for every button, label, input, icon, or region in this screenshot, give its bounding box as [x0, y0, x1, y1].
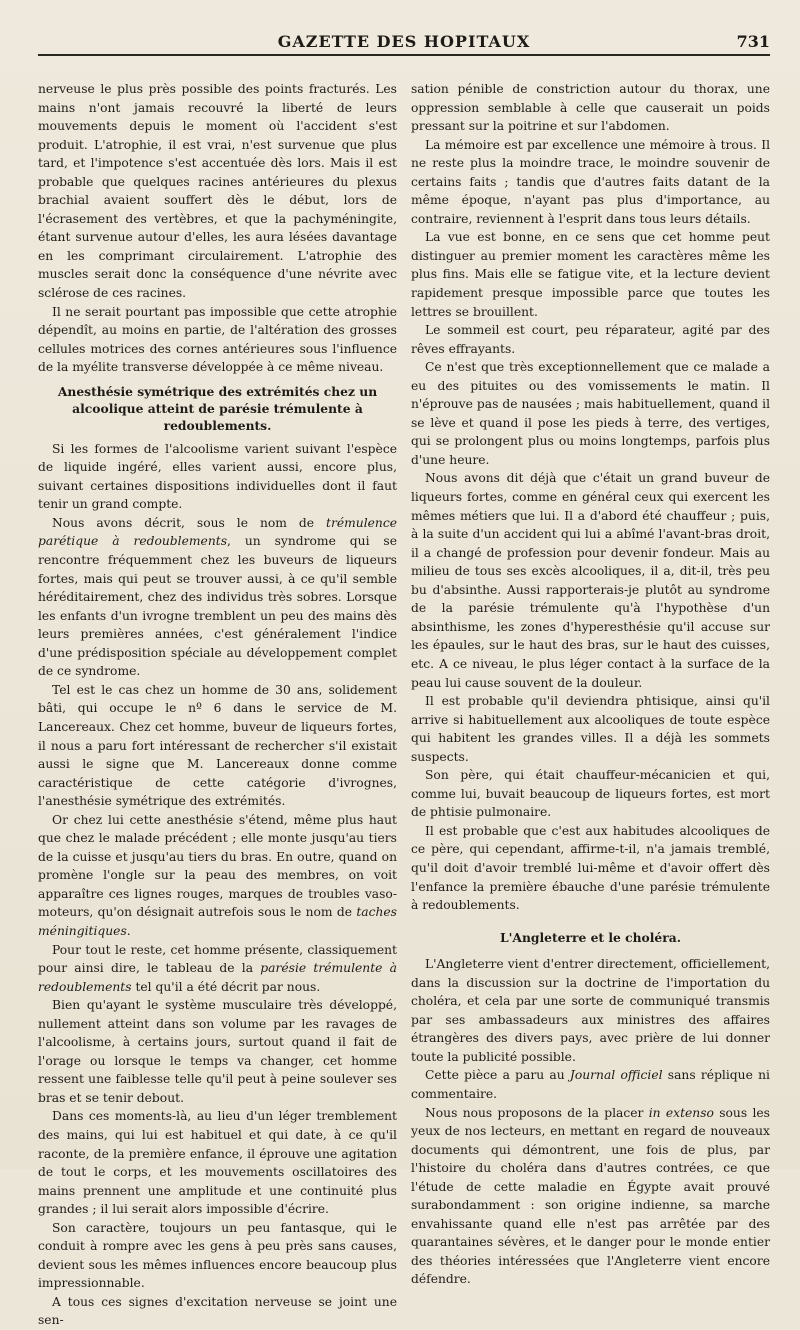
paragraph: La mémoire est par excellence une mémoire à trous. Il ne reste plus la moindre trace, le moindre souvenir de certains faits ; tandis que d'autres faits datant de la même époque, n'ayant pas plus d'importance, au contraire, reviennent à l'esprit dans tous leurs détails. — [411, 137, 770, 226]
paragraph: Il est probable qu'il deviendra phtisique, ainsi qu'il arrive si habituellement aux alcooliques de toute espèce qui habitent les grandes villes. Il a déjà les sommets suspects. — [411, 694, 770, 764]
paragraph: Ce n'est que très exceptionnellement que ce malade a eu des pituites ou des vomissements le matin. Il n'éprouve pas de nausées ; mais habituellement, quand il se lève et quand il pose les pieds à terre, des vertiges, qui se prolongent plus ou moins longtemps, parfois plus d'une heure. — [411, 360, 770, 467]
text-columns — [38, 80, 770, 1330]
paragraph: Le sommeil est court, peu réparateur, agité par des rêves effrayants. — [411, 323, 770, 356]
text-run: Nous nous proposons de la placer — [425, 1105, 649, 1120]
text-run: tel qu'il a été décrit par nous. — [131, 979, 321, 994]
text-run: sans réplique ni commentaire. — [411, 1068, 770, 1101]
journal-title: GAZETTE DES HOPITAUX — [277, 32, 531, 51]
italic-term: taches méningitiques — [38, 905, 397, 938]
left-column — [38, 80, 397, 1330]
text-run: Cette pièce a paru au — [425, 1068, 570, 1083]
text-run: , un syndrome qui se rencontre fréquemment chez les buveurs de liqueurs fortes, mais qui peut se trouver aussi, à ce qu'il semble héréditairement, chez des individus très sobres. Lorsque les enfants d'un ivrogne tremblent un peu des mains dès leurs premières années, c'est généralement l'indice d'une prédisposition spéciale au développement complet de ce syndrome. — [38, 534, 398, 679]
paragraph: Si les formes de l'alcoolisme varient suivant l'espèce de liquide ingéré, elles varient aussi, encore plus, suivant certaines dispositions individuelles dont il faut tenir un grand compte. — [38, 441, 397, 512]
italic-term: parésie trémulente à redoublements — [38, 961, 397, 994]
italic-term: in extenso — [648, 1105, 714, 1120]
paragraph: Son père, qui était chauffeur-mécanicien et qui, comme lui, buvait beaucoup de liqueurs fortes, est mort de phtisie pulmonaire. — [411, 768, 770, 820]
italic-term: trémulence parétique à redoublements — [38, 515, 397, 549]
paragraph: Dans ces moments-là, au lieu d'un léger tremblement des mains, qui lui est habituel et qui date, à ce qu'il raconte, de la première enfance, il éprouve une agitation de tout le corps, et les mouvements oscillatoires des mains prennent une amplitude et une continuité plus grandes ; il lui serait alors impossible d'écrire. — [38, 1109, 397, 1217]
text-run: Or chez lui cette anesthésie s'étend, même plus haut que chez le malade précédent ; elle monte jusqu'au tiers de la cuisse et jusqu'au tiers du bras. En outre, quand on promène l'ongle sur la peau des membres, on voit apparaître ces lignes rouges, marques de troubles vaso-moteurs, qu'on désignait autrefois sous le nom de — [38, 812, 397, 920]
paragraph — [38, 811, 397, 941]
paragraph: sation pénible de constriction autour du thorax, une oppression semblable à celle que causerait un poids pressant sur la poitrine et sur l'abdomen. — [411, 82, 770, 134]
right-column — [411, 80, 770, 1330]
text-run: sous les yeux de nos lecteurs, en mettant en regard de nouveaux documents qui démontrent, une fois de plus, par l'histoire du choléra dans d'autres contrées, ce que l'étude de cette maladie en Égypte avait prouvé surabondamment : son origine indienne, sa marche envahissante quand elle n'est pas arrêtée par des quarantaines sévères, et le danger pour le monde entier des théories intéressées que l'Angleterre vient encore défendre. — [411, 1105, 770, 1287]
paragraph — [38, 941, 397, 997]
paragraph: Il est probable que c'est aux habitudes alcooliques de ce père, qui cependant, affirme-t-il, n'a jamais tremblé, qu'il doit d'avoir tremblé lui-même et d'avoir offert dès l'enfance la première ébauche d'une parésie trémulente à redoublements. — [411, 823, 770, 913]
running-head — [38, 32, 770, 56]
text-run: . — [126, 923, 131, 938]
paragraph: A tous ces signes d'excitation nerveuse se joint une sen- — [38, 1294, 397, 1328]
italic-term: Journal officiel — [569, 1068, 663, 1083]
text-run: Nous avons décrit, sous le nom de — [52, 515, 327, 530]
paragraph: Tel est le cas chez un homme de 30 ans, solidement bâti, qui occupe le nº 6 dans le service de M. Lancereaux. Chez cet homme, buveur de liqueurs fortes, il nous a paru fort intéressant de rechercher s'il existait aussi le signe que M. Lancereaux donne comme caractéristique de cette catégorie d'ivrognes, l'anesthésie symétrique des extrémités. — [38, 682, 397, 809]
paragraph: Nous avons dit déjà que c'était un grand buveur de liqueurs fortes, comme en général ceux qui exercent les mêmes métiers que lui. Il a d'abord été chauffeur ; puis, à la suite d'un accident qui lui a abîmé l'avant-bras droit, il a changé de profession pour devenir fondeur. Mais au milieu de tous ses excès alcooliques, il a, dit-il, très peu bu d'absinthe. Aussi rapporterais-je plutôt au syndrome de la parésie trémulente qu'à l'hypothèse d'un absinthisme, les zones d'hyperesthésie qu'il accuse sur les épaules, sur le haut des bras, sur le haut des cuisses, etc. A ce niveau, le plus léger contact à la surface de la peau lui cause souvent de la douleur. — [411, 471, 770, 690]
text-run: Pour tout le reste, cet homme présente, classiquement pour ainsi dire, le tableau de la — [38, 942, 397, 976]
paragraph: Il ne serait pourtant pas impossible que cette atrophie dépendît, au moins en partie, de l'altération des grosses cellules motrices des cornes antérieures sous l'influence de la myélite transverse développée à ce même niveau. — [38, 304, 397, 375]
paragraph: La vue est bonne, en ce sens que cet homme peut distinguer au premier moment les caractères même les plus fins. Mais elle se fatigue vite, et la lecture devient rapidement presque impossible parce que toutes les lettres se brouillent. — [411, 230, 770, 319]
paragraph: L'Angleterre vient d'entrer directement, officiellement, dans la discussion sur la doctrine de l'importation du choléra, et cela par une sorte de communiqué transmis par ses ambassadeurs aux ministres des affaires étrangères des divers pays, avec prière de lui donner toute la publicité possible. — [411, 957, 770, 1064]
article-subheading: Anesthésie symétrique des extrémités chez un alcoolique atteint de parésie trémulente à redoublements. — [57, 383, 378, 433]
paragraph — [411, 1104, 770, 1289]
paragraph — [411, 1066, 770, 1103]
paragraph — [38, 514, 397, 681]
section-heading: L'Angleterre et le choléra. — [500, 929, 681, 945]
paragraph: nerveuse le plus près possible des points fracturés. Les mains n'ont jamais recouvré la liberté de leurs mouvements depuis le moment où l'accident s'est produit. L'atrophie, il est vrai, n'est survenue que plus tard, et l'impotence s'est accentuée dès lors. Mais il est probable que quelques racines antérieures du plexus brachial avaient souffert dès le début, lors de l'écrasement des vertèbres, et que la pachyméningite, étant survenue autour d'elles, les aura lésées davantage en les comprimant circulairement. L'atrophie des muscles serait donc la conséquence d'une névrite avec sclérose de ces racines. — [38, 82, 397, 301]
page-number: 731 — [736, 32, 770, 51]
paragraph: Bien qu'ayant le système musculaire très développé, nullement atteint dans son volume par les ravages de l'alcoolisme, à certains jours, surtout quand il fait de l'orage ou lorsque le temps va changer, cet homme ressent une faiblesse telle qu'il peut à peine soulever ses bras et se tenir debout. — [38, 998, 397, 1105]
paragraph: Son caractère, toujours un peu fantasque, qui le conduit à rompre avec les gens à peu près sans causes, devient sous les mêmes influences encore beaucoup plus impressionnable. — [38, 1220, 397, 1291]
